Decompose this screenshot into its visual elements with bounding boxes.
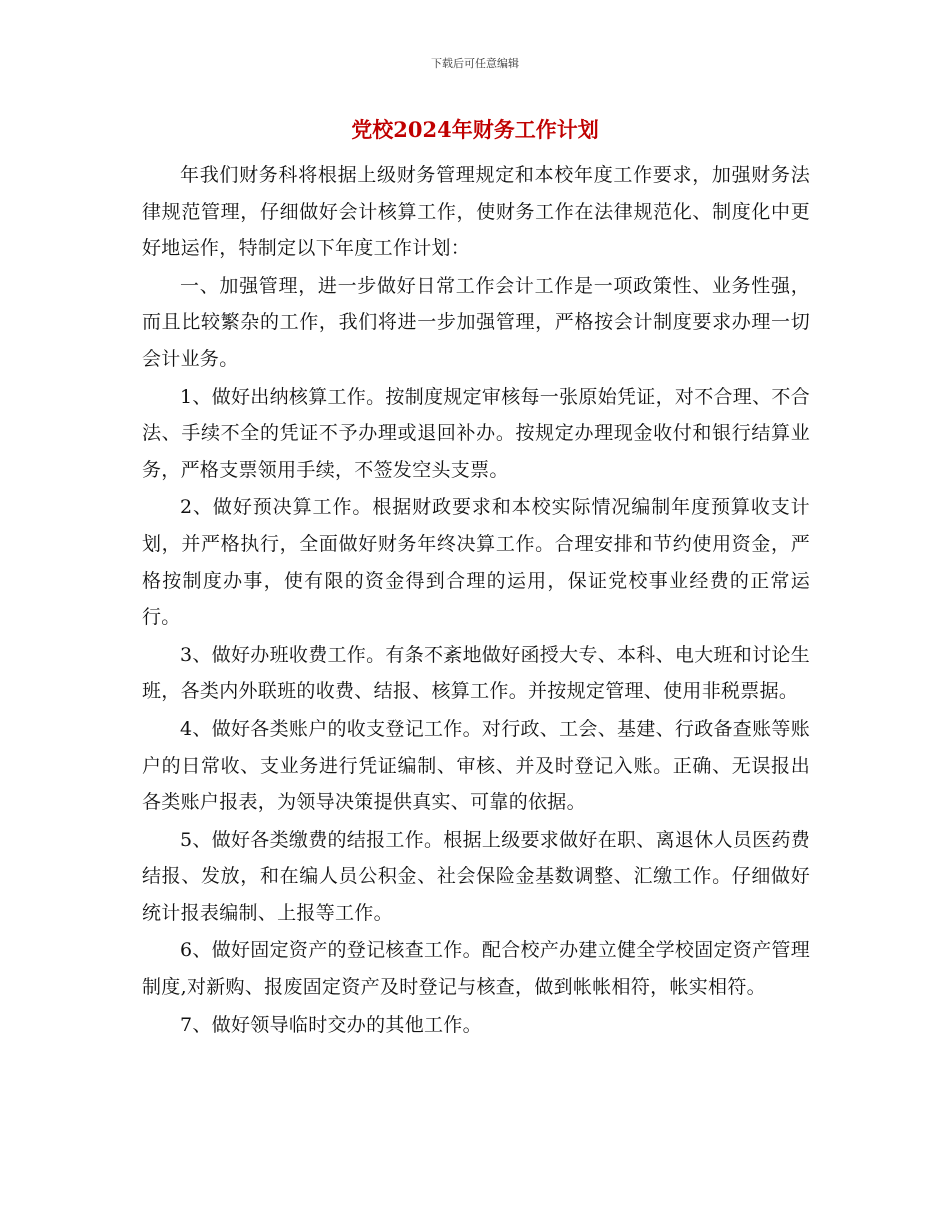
header-note: 下载后可任意编辑 xyxy=(431,57,519,70)
paragraph-item-4: 4、做好各类账户的收支登记工作。对行政、工会、基建、行政备查账等账户的日常收、支业务进行凭证编制、审核、并及时登记入账。正确、无误报出各类账户报表，为领导决策提供真实、可靠的依据。 xyxy=(142,717,810,814)
paragraph-item-6: 6、做好固定资产的登记核查工作。配合校产办建立健全学校固定资产管理制度,对新购、报废固定资产及时登记与核查，做到帐帐相符，帐实相符。 xyxy=(142,939,810,999)
paragraph-intro: 年我们财务科将根据上级财务管理规定和本校年度工作要求，加强财务法律规范管理，仔细做好会计核算工作，使财务工作在法律规范化、制度化中更好地运作，特制定以下年度工作计划： xyxy=(142,164,810,260)
document-body xyxy=(142,157,810,1044)
paragraph-item-2: 2、做好预决算工作。根据财政要求和本校实际情况编制年度预算收支计划，并严格执行，全面做好财务年终决算工作。合理安排和节约使用资金，严格按制度办事，使有限的资金得到合理的运用，保证党校事业经费的正常运行。 xyxy=(142,496,810,629)
paragraph-item-3: 3、做好办班收费工作。有条不紊地做好函授大专、本科、电大班和讨论生班，各类内外联班的收费、结报、核算工作。并按规定管理、使用非税票据。 xyxy=(142,643,810,703)
paragraph-section-1: 一、加强管理，进一步做好日常工作会计工作是一项政策性、业务性强，而且比较繁杂的工作，我们将进一步加强管理，严格按会计制度要求办理一切会计业务。 xyxy=(142,274,810,370)
paragraph-item-1: 1、做好出纳核算工作。按制度规定审核每一张原始凭证，对不合理、不合法、手续不全的凭证不予办理或退回补办。按规定办理现金收付和银行结算业务，严格支票领用手续，不签发空头支票。 xyxy=(142,385,810,481)
document-title: 党校2024年财务工作计划 xyxy=(351,117,599,142)
paragraph-item-7: 7、做好领导临时交办的其他工作。 xyxy=(180,1013,482,1036)
paragraph-item-5: 5、做好各类缴费的结报工作。根据上级要求做好在职、离退休人员医药费结报、发放，和在编人员公积金、社会保险金基数调整、汇缴工作。仔细做好统计报表编制、上报等工作。 xyxy=(142,828,810,924)
